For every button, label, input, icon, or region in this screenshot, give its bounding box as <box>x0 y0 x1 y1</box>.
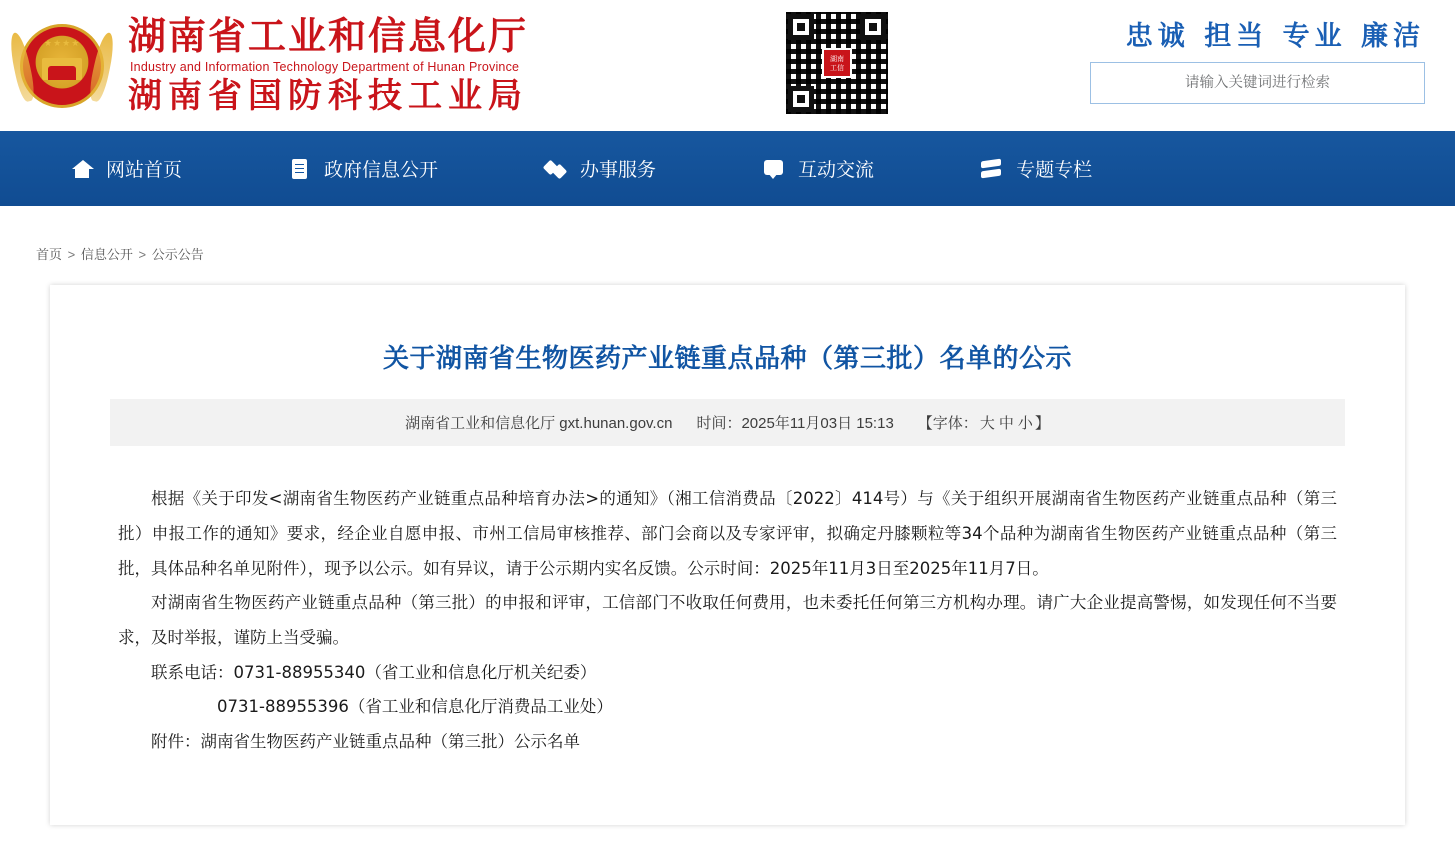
nav-label: 互动交流 <box>798 159 875 181</box>
org-name-en: Industry and Information Technology Department of Hunan Province <box>130 60 520 75</box>
article-time-label: 时间： <box>696 415 742 433</box>
qr-code-icon <box>782 8 892 118</box>
font-size-label: 【字体： <box>917 415 978 433</box>
article-attachment[interactable]: 附件：湖南省生物医药产业链重点品种（第三批）公示名单 <box>151 731 580 751</box>
document-icon <box>288 158 312 180</box>
font-size-small[interactable]: 小 <box>1017 415 1033 433</box>
search-input[interactable] <box>1091 63 1424 103</box>
breadcrumb <box>0 206 1455 263</box>
article-time <box>696 412 893 433</box>
chat-icon <box>762 158 786 180</box>
nav-item-home[interactable] <box>70 155 182 182</box>
home-icon <box>70 158 94 180</box>
font-size-label-end: 】 <box>1034 415 1050 433</box>
article-time-value: 2025年11月03日 15:13 <box>741 415 894 433</box>
font-size-control[interactable] <box>918 412 1050 433</box>
search-box[interactable] <box>1090 62 1425 104</box>
article-meta <box>110 399 1345 446</box>
article-card <box>50 285 1405 825</box>
qr-center-label: 湖南 工信 <box>822 48 852 78</box>
breadcrumb-item-announcements[interactable]: 公示公告 <box>151 247 204 262</box>
nav-label: 网站首页 <box>106 159 183 181</box>
national-emblem-icon: ★★★★ <box>14 18 110 114</box>
nav-item-services[interactable] <box>544 155 656 182</box>
site-slogan: 忠诚 担当 专业 廉洁 <box>1125 21 1425 52</box>
nav-label: 专题专栏 <box>1016 159 1093 181</box>
nav-label: 政府信息公开 <box>324 159 439 181</box>
main-nav <box>0 131 1455 206</box>
nav-item-interaction[interactable] <box>762 155 874 182</box>
site-header <box>0 0 1455 131</box>
nav-item-government-info[interactable] <box>288 155 438 182</box>
nav-item-special-topics[interactable] <box>980 155 1092 182</box>
font-size-large[interactable]: 大 <box>979 415 995 433</box>
article-source: 湖南省工业和信息化厅 gxt.hunan.gov.cn <box>405 415 673 433</box>
site-title-group <box>128 15 528 117</box>
org-name-cn-secondary: 湖南省国防科技工业局 <box>128 76 528 117</box>
article-paragraph: 对湖南省生物医药产业链重点品种（第三批）的申报和评审，工信部门不收取任何费用，也未委托任何第三方机构办理。请广大企业提高警惕，如发现任何不当要求，及时举报，谨防上当受骗。 <box>118 593 1337 647</box>
nav-label: 办事服务 <box>580 159 657 181</box>
page-title: 关于湖南省生物医药产业链重点品种（第三批）名单的公示 <box>382 344 1072 374</box>
breadcrumb-separator: > <box>138 247 147 262</box>
service-icon <box>544 158 568 180</box>
article-body <box>110 446 1345 759</box>
breadcrumb-item-info[interactable]: 信息公开 <box>80 247 133 262</box>
article-contact-phone-2: 0731-88955396（省工业和信息化厅消费品工业处） <box>217 697 613 717</box>
article-paragraph: 根据《关于印发<湖南省生物医药产业链重点品种培育办法>的通知》（湘工信消费品〔2022〕414号）与《关于组织开展湖南省生物医药产业链重点品种（第三批）申报工作的通知》要求，经企业自愿申报、市州工信局审核推荐、部门会商以及专家评审，拟确定丹膝颗粒等34个品种为湖南省生物医药产业链重点品种（第三批，具体品种名单见附件），现予以公示。如有异议，请于公示期内实名反馈。公示时间：2025年11月3日至2025年11月7日。 <box>118 489 1337 578</box>
font-size-medium[interactable]: 中 <box>998 415 1014 433</box>
breadcrumb-item-home[interactable]: 首页 <box>36 247 63 262</box>
article-contact-phone-1: 联系电话：0731-88955340（省工业和信息化厅机关纪委） <box>151 662 597 682</box>
breadcrumb-separator: > <box>67 247 76 262</box>
org-name-cn-primary: 湖南省工业和信息化厅 <box>128 13 529 58</box>
layers-icon <box>980 158 1004 180</box>
